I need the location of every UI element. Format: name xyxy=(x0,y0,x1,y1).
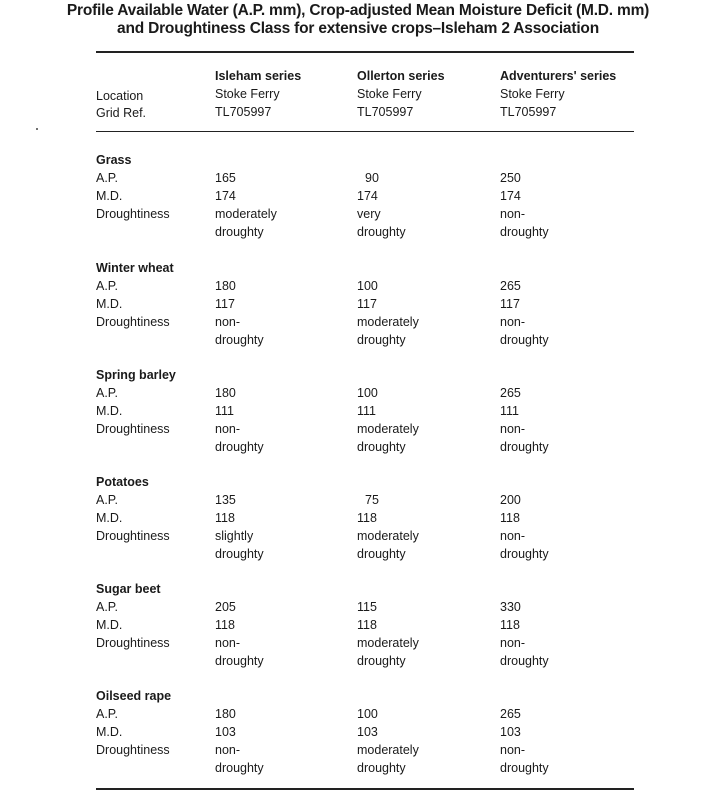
crop-name: Potatoes xyxy=(96,475,149,489)
droughtiness-value-isleham: droughty xyxy=(215,440,264,454)
column-location-ollerton: Stoke Ferry xyxy=(357,87,422,101)
ap-label: A.P. xyxy=(96,279,119,293)
md-label: M.D. xyxy=(96,725,123,739)
crop-name: Spring barley xyxy=(96,368,176,382)
ap-value-ollerton: 100 xyxy=(357,386,378,400)
md-value-ollerton: 103 xyxy=(357,725,378,739)
droughtiness-value-ollerton: moderately xyxy=(357,743,419,757)
md-value-ollerton: 174 xyxy=(357,189,378,203)
ap-value-isleham: 180 xyxy=(215,279,236,293)
droughtiness-label: Droughtiness xyxy=(96,207,170,221)
md-value-isleham: 111 xyxy=(215,404,235,418)
md-value-isleham: 174 xyxy=(215,189,236,203)
crop-name: Sugar beet xyxy=(96,582,161,596)
droughtiness-value-isleham: non- xyxy=(215,743,241,757)
md-value-adventurers: 118 xyxy=(500,511,520,525)
droughtiness-label: Droughtiness xyxy=(96,636,170,650)
ap-label: A.P. xyxy=(96,171,119,185)
droughtiness-value-adventurers: non- xyxy=(500,315,526,329)
ap-value-isleham: 180 xyxy=(215,386,236,400)
ap-value-ollerton: 90 xyxy=(365,171,379,185)
droughtiness-value-ollerton: moderately xyxy=(357,422,419,436)
droughtiness-value-adventurers: droughty xyxy=(500,761,549,775)
md-label: M.D. xyxy=(96,189,123,203)
droughtiness-value-adventurers: non- xyxy=(500,636,526,650)
column-location-adventurers: Stoke Ferry xyxy=(500,87,565,101)
droughtiness-value-adventurers: droughty xyxy=(500,333,549,347)
header-grid-ref-label: Grid Ref. xyxy=(96,106,147,120)
md-value-ollerton: 117 xyxy=(357,297,377,311)
droughtiness-label: Droughtiness xyxy=(96,422,170,436)
md-value-isleham: 118 xyxy=(215,511,235,525)
stray-mark xyxy=(36,128,38,130)
droughtiness-value-ollerton: droughty xyxy=(357,761,406,775)
md-value-adventurers: 111 xyxy=(500,404,520,418)
md-value-ollerton: 118 xyxy=(357,511,377,525)
md-label: M.D. xyxy=(96,511,123,525)
droughtiness-value-ollerton: droughty xyxy=(357,440,406,454)
md-value-adventurers: 174 xyxy=(500,189,521,203)
header-location-label: Location xyxy=(96,89,144,103)
ap-value-ollerton: 115 xyxy=(357,600,377,614)
column-grid-ref-adventurers: TL705997 xyxy=(500,105,557,119)
ap-value-adventurers: 200 xyxy=(500,493,521,507)
ap-label: A.P. xyxy=(96,386,119,400)
column-grid-ref-ollerton: TL705997 xyxy=(357,105,414,119)
ap-value-adventurers: 330 xyxy=(500,600,521,614)
droughtiness-value-isleham: droughty xyxy=(215,654,264,668)
ap-value-adventurers: 265 xyxy=(500,279,521,293)
droughtiness-value-adventurers: droughty xyxy=(500,547,549,561)
md-value-adventurers: 118 xyxy=(500,618,520,632)
droughtiness-value-isleham: non- xyxy=(215,636,241,650)
ap-value-ollerton: 75 xyxy=(365,493,379,507)
droughtiness-value-isleham: non- xyxy=(215,422,241,436)
column-grid-ref-isleham: TL705997 xyxy=(215,105,272,119)
md-value-isleham: 103 xyxy=(215,725,236,739)
droughtiness-value-adventurers: non- xyxy=(500,743,526,757)
droughtiness-value-isleham: moderately xyxy=(215,207,277,221)
droughtiness-value-isleham: non- xyxy=(215,315,241,329)
bottom-rule xyxy=(96,788,634,790)
droughtiness-value-isleham: slightly xyxy=(215,529,254,543)
ap-label: A.P. xyxy=(96,707,119,721)
droughtiness-value-ollerton: moderately xyxy=(357,529,419,543)
crop-name: Grass xyxy=(96,153,132,167)
droughtiness-value-adventurers: droughty xyxy=(500,654,549,668)
droughtiness-value-adventurers: non- xyxy=(500,207,526,221)
md-value-adventurers: 117 xyxy=(500,297,520,311)
droughtiness-value-isleham: droughty xyxy=(215,333,264,347)
md-label: M.D. xyxy=(96,297,123,311)
md-value-ollerton: 118 xyxy=(357,618,377,632)
ap-value-isleham: 135 xyxy=(215,493,236,507)
droughtiness-value-adventurers: droughty xyxy=(500,440,549,454)
droughtiness-value-ollerton: very xyxy=(357,207,381,221)
ap-label: A.P. xyxy=(96,493,119,507)
droughtiness-label: Droughtiness xyxy=(96,743,170,757)
droughtiness-value-ollerton: droughty xyxy=(357,225,406,239)
column-header-adventurers: Adventurers' series xyxy=(500,69,617,83)
md-value-isleham: 117 xyxy=(215,297,235,311)
ap-value-adventurers: 265 xyxy=(500,386,521,400)
droughtiness-value-ollerton: droughty xyxy=(357,654,406,668)
droughtiness-value-ollerton: moderately xyxy=(357,636,419,650)
md-value-adventurers: 103 xyxy=(500,725,521,739)
ap-value-isleham: 165 xyxy=(215,171,236,185)
ap-value-isleham: 180 xyxy=(215,707,236,721)
ap-value-adventurers: 250 xyxy=(500,171,521,185)
droughtiness-value-ollerton: droughty xyxy=(357,547,406,561)
droughtiness-value-adventurers: non- xyxy=(500,529,526,543)
ap-label: A.P. xyxy=(96,600,119,614)
column-header-isleham: Isleham series xyxy=(215,69,302,83)
ap-value-ollerton: 100 xyxy=(357,279,378,293)
md-label: M.D. xyxy=(96,618,123,632)
title-line-1: Profile Available Water (A.P. mm), Crop-adjusted Mean Moisture Deficit (M.D. mm) xyxy=(66,2,650,19)
droughtiness-value-ollerton: droughty xyxy=(357,333,406,347)
droughtiness-value-isleham: droughty xyxy=(215,225,264,239)
header-rule xyxy=(96,131,634,132)
column-location-isleham: Stoke Ferry xyxy=(215,87,280,101)
top-rule xyxy=(96,51,634,53)
md-value-isleham: 118 xyxy=(215,618,235,632)
ap-value-isleham: 205 xyxy=(215,600,236,614)
droughtiness-value-adventurers: non- xyxy=(500,422,526,436)
md-label: M.D. xyxy=(96,404,123,418)
crop-name: Winter wheat xyxy=(96,261,174,275)
column-header-ollerton: Ollerton series xyxy=(357,69,445,83)
ap-value-adventurers: 265 xyxy=(500,707,521,721)
droughtiness-value-ollerton: moderately xyxy=(357,315,419,329)
droughtiness-label: Droughtiness xyxy=(96,315,170,329)
title-line-2: and Droughtiness Class for extensive crops–Isleham 2 Association xyxy=(117,20,599,37)
md-value-ollerton: 111 xyxy=(357,404,377,418)
droughtiness-value-isleham: droughty xyxy=(215,547,264,561)
droughtiness-value-adventurers: droughty xyxy=(500,225,549,239)
ap-value-ollerton: 100 xyxy=(357,707,378,721)
crop-name: Oilseed rape xyxy=(96,689,172,703)
droughtiness-label: Droughtiness xyxy=(96,529,170,543)
droughtiness-value-isleham: droughty xyxy=(215,761,264,775)
